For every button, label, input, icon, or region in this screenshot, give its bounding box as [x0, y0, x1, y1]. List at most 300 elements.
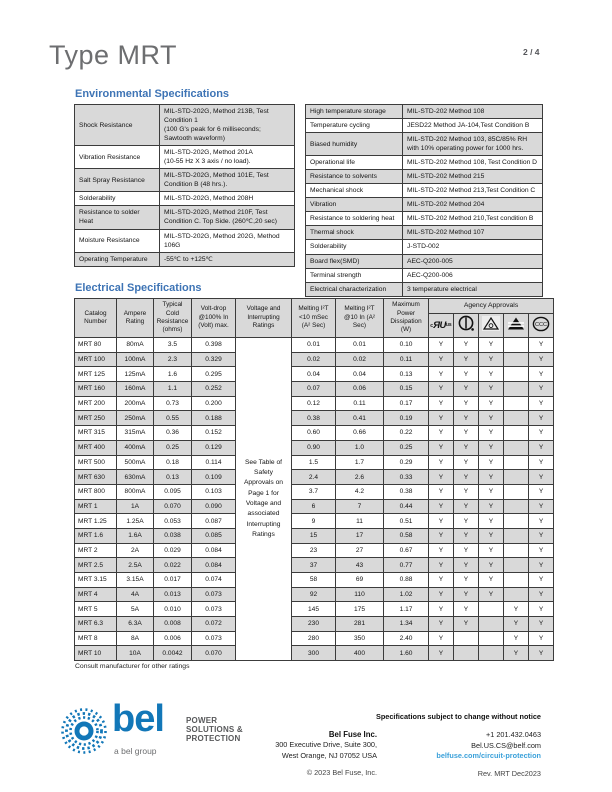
- spec-value: MIL-STD-202 Method 108: [403, 105, 543, 119]
- catalog-number-cell: MRT 5: [75, 602, 117, 617]
- melting-i2t-10ms-cell: 37: [292, 558, 336, 573]
- spec-label: Operating Temperature: [75, 252, 160, 266]
- approval-cell: Y: [479, 382, 504, 397]
- spec-value: MIL-STD-202G, Method 208H: [160, 192, 295, 206]
- volt-drop-cell: 0.152: [192, 426, 236, 441]
- catalog-number-cell: MRT 100: [75, 352, 117, 367]
- melting-i2t-10ms-cell: 23: [292, 543, 336, 558]
- striped-triangle-icon: [504, 314, 529, 338]
- table-row: [75, 558, 554, 573]
- approval-cell: Y: [429, 587, 454, 602]
- table-row: [75, 514, 554, 529]
- email-link[interactable]: Bel.US.CS@belf.com: [471, 740, 541, 750]
- svg-text:CCC: CCC: [534, 321, 548, 328]
- approval-cell: Y: [529, 514, 554, 529]
- melting-i2t-10ms-cell: 0.07: [292, 382, 336, 397]
- melting-i2t-10in-cell: 7: [336, 499, 384, 514]
- spec-label: Board flex(SMD): [306, 254, 403, 268]
- approval-cell: [504, 382, 529, 397]
- max-power-cell: 0.29: [384, 455, 429, 470]
- table-row: [75, 631, 554, 646]
- approval-cell: Y: [454, 338, 479, 353]
- spec-label: Biased humidity: [306, 133, 403, 156]
- approval-cell: Y: [454, 602, 479, 617]
- spec-value: MIL-STD-202 Method 107: [403, 226, 543, 240]
- cold-resistance-cell: 0.55: [154, 411, 192, 426]
- approval-cell: Y: [479, 338, 504, 353]
- approval-cell: Y: [529, 426, 554, 441]
- spec-row: [306, 184, 543, 198]
- ampere-rating-cell: 6.3A: [117, 617, 154, 632]
- volt-drop-cell: 0.103: [192, 484, 236, 499]
- spec-label: Operational life: [306, 156, 403, 170]
- approval-cell: Y: [429, 338, 454, 353]
- cold-resistance-cell: 0.013: [154, 587, 192, 602]
- melting-i2t-10in-cell: 4.2: [336, 484, 384, 499]
- approval-cell: Y: [529, 455, 554, 470]
- approval-cell: [454, 631, 479, 646]
- approval-cell: Y: [454, 617, 479, 632]
- spec-label: Solderability: [75, 192, 160, 206]
- table-row: [75, 396, 554, 411]
- cold-resistance-cell: 0.029: [154, 543, 192, 558]
- approval-cell: [454, 646, 479, 661]
- agency-approvals-header: Agency Approvals: [429, 299, 554, 314]
- melting-i2t-10ms-cell: 6: [292, 499, 336, 514]
- spec-value: MIL-STD-202 Method 103, 85C/85% RH with 10% operating power for 1000 hrs.: [403, 133, 543, 156]
- catalog-number-cell: MRT 2.5: [75, 558, 117, 573]
- max-power-cell: 0.10: [384, 338, 429, 353]
- catalog-number-cell: MRT 8: [75, 631, 117, 646]
- spec-row: [75, 229, 295, 252]
- volt-drop-cell: 0.073: [192, 587, 236, 602]
- table-row: [75, 528, 554, 543]
- ampere-rating-cell: 80mA: [117, 338, 154, 353]
- max-power-cell: 0.33: [384, 470, 429, 485]
- approval-cell: Y: [454, 411, 479, 426]
- approval-cell: [504, 587, 529, 602]
- approval-cell: Y: [429, 631, 454, 646]
- environmental-table-left: [74, 104, 295, 267]
- spec-value: -55℃ to +125℃: [160, 252, 295, 266]
- spec-row: [306, 226, 543, 240]
- spec-row: [306, 119, 543, 133]
- approval-cell: Y: [454, 382, 479, 397]
- column-header: Voltage and Interrupting Ratings: [236, 299, 292, 338]
- volt-drop-cell: 0.398: [192, 338, 236, 353]
- max-power-cell: 1.60: [384, 646, 429, 661]
- spec-value: AEC-Q200-005: [403, 254, 543, 268]
- approval-cell: Y: [454, 499, 479, 514]
- spec-row: [306, 156, 543, 170]
- electrical-table: [74, 298, 554, 661]
- approval-cell: [504, 411, 529, 426]
- melting-i2t-10ms-cell: 145: [292, 602, 336, 617]
- ampere-rating-cell: 1A: [117, 499, 154, 514]
- catalog-number-cell: MRT 1.6: [75, 528, 117, 543]
- volt-drop-cell: 0.295: [192, 367, 236, 382]
- approval-cell: Y: [454, 514, 479, 529]
- ampere-rating-cell: 1.25A: [117, 514, 154, 529]
- spec-label: High temperature storage: [306, 105, 403, 119]
- approval-cell: [504, 338, 529, 353]
- ampere-rating-cell: 3.15A: [117, 573, 154, 588]
- approval-cell: Y: [504, 602, 529, 617]
- ampere-rating-cell: 5A: [117, 602, 154, 617]
- pse-triangle-icon: [479, 314, 504, 338]
- max-power-cell: 0.38: [384, 484, 429, 499]
- approval-cell: Y: [454, 543, 479, 558]
- spec-row: [306, 105, 543, 119]
- approval-cell: Y: [479, 455, 504, 470]
- approval-cell: Y: [479, 440, 504, 455]
- spec-value: MIL-STD-202G, Method 201A (10-55 Hz X 3 axis / no load).: [160, 146, 295, 169]
- revision-label: Rev. MRT Dec2023: [477, 768, 541, 778]
- approval-cell: Y: [429, 617, 454, 632]
- catalog-number-cell: MRT 315: [75, 426, 117, 441]
- approval-cell: [504, 440, 529, 455]
- spec-row: [306, 240, 543, 254]
- table-row: [75, 382, 554, 397]
- approval-cell: Y: [479, 543, 504, 558]
- spec-value: MIL-STD-202 Method 210,Test condition B: [403, 212, 543, 226]
- ampere-rating-cell: 8A: [117, 631, 154, 646]
- spec-change-notice: Specifications subject to change without notice: [375, 712, 541, 721]
- spec-value: MIL-STD-202 Method 108, Test Condition D: [403, 156, 543, 170]
- approval-cell: Y: [529, 440, 554, 455]
- spec-label: Electrical characterization: [306, 282, 403, 296]
- volt-drop-cell: 0.084: [192, 543, 236, 558]
- table-row: [75, 470, 554, 485]
- approval-cell: Y: [429, 367, 454, 382]
- melting-i2t-10in-cell: 175: [336, 602, 384, 617]
- table-row: [75, 646, 554, 661]
- table-row: [75, 499, 554, 514]
- spec-label: Moisture Resistance: [75, 229, 160, 252]
- approval-cell: Y: [454, 558, 479, 573]
- csa-icon: [454, 314, 479, 338]
- spec-row: [75, 252, 295, 266]
- catalog-number-cell: MRT 6.3: [75, 617, 117, 632]
- approval-cell: Y: [529, 499, 554, 514]
- melting-i2t-10ms-cell: 300: [292, 646, 336, 661]
- cold-resistance-cell: 0.017: [154, 573, 192, 588]
- ampere-rating-cell: 400mA: [117, 440, 154, 455]
- approval-cell: Y: [529, 587, 554, 602]
- catalog-number-cell: MRT 125: [75, 367, 117, 382]
- approval-cell: Y: [479, 499, 504, 514]
- approval-cell: Y: [529, 617, 554, 632]
- spec-row: [306, 198, 543, 212]
- cold-resistance-cell: 0.022: [154, 558, 192, 573]
- phone-number: +1 201.432.0463: [486, 730, 541, 739]
- approval-cell: Y: [479, 367, 504, 382]
- approval-cell: Y: [529, 352, 554, 367]
- page-title: Type MRT: [49, 40, 178, 70]
- interrupting-ratings-note: See Table of Safety Approvals on Page 1 for Voltage and associated Interrupting Ratings: [236, 338, 292, 661]
- spec-label: Solderability: [306, 240, 403, 254]
- spec-value: MIL-STD-202G, Method 101E, Test Condition B (48 hrs.).: [160, 169, 295, 192]
- max-power-cell: 1.34: [384, 617, 429, 632]
- cold-resistance-cell: 0.25: [154, 440, 192, 455]
- volt-drop-cell: 0.073: [192, 602, 236, 617]
- approval-cell: Y: [454, 470, 479, 485]
- cold-resistance-cell: 0.008: [154, 617, 192, 632]
- spec-value: J-STD-002: [403, 240, 543, 254]
- column-header: Typical Cold Resistance (ohms): [154, 299, 192, 338]
- melting-i2t-10ms-cell: 3.7: [292, 484, 336, 499]
- volt-drop-cell: 0.200: [192, 396, 236, 411]
- melting-i2t-10in-cell: 400: [336, 646, 384, 661]
- ampere-rating-cell: 2A: [117, 543, 154, 558]
- max-power-cell: 2.40: [384, 631, 429, 646]
- company-name: Bel Fuse Inc.: [328, 730, 377, 739]
- catalog-number-cell: MRT 2: [75, 543, 117, 558]
- max-power-cell: 0.15: [384, 382, 429, 397]
- catalog-number-cell: MRT 500: [75, 455, 117, 470]
- table-row: [75, 352, 554, 367]
- volt-drop-cell: 0.072: [192, 617, 236, 632]
- volt-drop-cell: 0.252: [192, 382, 236, 397]
- max-power-cell: 0.67: [384, 543, 429, 558]
- approval-cell: [504, 352, 529, 367]
- cold-resistance-cell: 0.010: [154, 602, 192, 617]
- melting-i2t-10in-cell: 43: [336, 558, 384, 573]
- spec-value: MIL-STD-202G, Method 202G, Method 106G: [160, 229, 295, 252]
- max-power-cell: 0.19: [384, 411, 429, 426]
- melting-i2t-10ms-cell: 0.38: [292, 411, 336, 426]
- ampere-rating-cell: 800mA: [117, 484, 154, 499]
- melting-i2t-10in-cell: 0.04: [336, 367, 384, 382]
- max-power-cell: 1.17: [384, 602, 429, 617]
- volt-drop-cell: 0.074: [192, 573, 236, 588]
- catalog-number-cell: MRT 80: [75, 338, 117, 353]
- ampere-rating-cell: 500mA: [117, 455, 154, 470]
- approval-cell: [504, 396, 529, 411]
- approval-cell: Y: [454, 484, 479, 499]
- ccc-icon: [529, 314, 554, 338]
- approval-cell: Y: [454, 528, 479, 543]
- environmental-heading: Environmental Specifications: [75, 88, 230, 100]
- approval-cell: Y: [504, 631, 529, 646]
- melting-i2t-10ms-cell: 0.01: [292, 338, 336, 353]
- bel-logo-tagline: [186, 716, 243, 744]
- approval-cell: Y: [479, 426, 504, 441]
- melting-i2t-10ms-cell: 58: [292, 573, 336, 588]
- approval-cell: Y: [454, 426, 479, 441]
- volt-drop-cell: 0.084: [192, 558, 236, 573]
- approval-cell: [504, 367, 529, 382]
- ampere-rating-cell: 10A: [117, 646, 154, 661]
- approval-cell: Y: [529, 470, 554, 485]
- electrical-heading: Electrical Specifications: [75, 282, 202, 294]
- spec-label: Terminal strength: [306, 268, 403, 282]
- melting-i2t-10in-cell: 0.01: [336, 338, 384, 353]
- melting-i2t-10ms-cell: 0.90: [292, 440, 336, 455]
- approval-cell: Y: [479, 573, 504, 588]
- spec-label: Vibration Resistance: [75, 146, 160, 169]
- melting-i2t-10ms-cell: 9: [292, 514, 336, 529]
- melting-i2t-10in-cell: 27: [336, 543, 384, 558]
- catalog-number-cell: MRT 630: [75, 470, 117, 485]
- max-power-cell: 1.02: [384, 587, 429, 602]
- catalog-number-cell: MRT 160: [75, 382, 117, 397]
- catalog-number-cell: MRT 800: [75, 484, 117, 499]
- melting-i2t-10ms-cell: 0.60: [292, 426, 336, 441]
- spec-value: MIL-STD-202 Method 215: [403, 170, 543, 184]
- volt-drop-cell: 0.087: [192, 514, 236, 529]
- volt-drop-cell: 0.129: [192, 440, 236, 455]
- approval-cell: Y: [504, 646, 529, 661]
- ampere-rating-cell: 250mA: [117, 411, 154, 426]
- spec-row: [306, 254, 543, 268]
- table-row: [75, 411, 554, 426]
- table-row: [75, 602, 554, 617]
- table-row: [75, 367, 554, 382]
- spec-value: 3 temperature electrical: [403, 282, 543, 296]
- spec-value: MIL-STD-202G, Method 213B, Test Condition 1 (100 G's peak for 6 milliseconds; Sawtooth waveform): [160, 105, 295, 146]
- volt-drop-cell: 0.073: [192, 631, 236, 646]
- ampere-rating-cell: 100mA: [117, 352, 154, 367]
- approval-cell: Y: [454, 455, 479, 470]
- address-line: 300 Executive Drive, Suite 300,: [275, 740, 377, 750]
- spec-label: Temperature cycling: [306, 119, 403, 133]
- ampere-rating-cell: 315mA: [117, 426, 154, 441]
- max-power-cell: 0.58: [384, 528, 429, 543]
- approval-cell: Y: [529, 484, 554, 499]
- cold-resistance-cell: 0.095: [154, 484, 192, 499]
- approval-cell: Y: [454, 352, 479, 367]
- table-row: [75, 543, 554, 558]
- approval-cell: [479, 631, 504, 646]
- approval-cell: Y: [529, 631, 554, 646]
- table-row: [75, 573, 554, 588]
- max-power-cell: 0.11: [384, 352, 429, 367]
- footer-address-block: [275, 729, 377, 779]
- bel-group-label: a bel group: [114, 746, 157, 756]
- cold-resistance-cell: 0.18: [154, 455, 192, 470]
- ampere-rating-cell: 160mA: [117, 382, 154, 397]
- cold-resistance-cell: 3.5: [154, 338, 192, 353]
- column-header: Volt-drop @100% In (Volt) max.: [192, 299, 236, 338]
- ampere-rating-cell: 200mA: [117, 396, 154, 411]
- column-header: Melting I²T @10 In (A² Sec): [336, 299, 384, 338]
- cold-resistance-cell: 1.6: [154, 367, 192, 382]
- approval-cell: Y: [479, 484, 504, 499]
- catalog-number-cell: MRT 1: [75, 499, 117, 514]
- approval-cell: [504, 528, 529, 543]
- approval-cell: Y: [429, 396, 454, 411]
- spec-row: [75, 105, 295, 146]
- approval-cell: Y: [429, 455, 454, 470]
- melting-i2t-10ms-cell: 280: [292, 631, 336, 646]
- approval-cell: Y: [454, 396, 479, 411]
- melting-i2t-10in-cell: 350: [336, 631, 384, 646]
- melting-i2t-10ms-cell: 1.5: [292, 455, 336, 470]
- environmental-table-right: [305, 104, 543, 297]
- melting-i2t-10in-cell: 0.02: [336, 352, 384, 367]
- approval-cell: Y: [529, 558, 554, 573]
- address-line: West Orange, NJ 07052 USA: [281, 750, 377, 760]
- approval-cell: Y: [479, 514, 504, 529]
- melting-i2t-10in-cell: 0.41: [336, 411, 384, 426]
- table-row: [75, 338, 554, 353]
- spec-label: Thermal shock: [306, 226, 403, 240]
- approval-cell: Y: [529, 382, 554, 397]
- approval-cell: [479, 617, 504, 632]
- ul-recognized-icon: c ЯU us: [429, 314, 454, 338]
- column-header: Catalog Number: [75, 299, 117, 338]
- copyright: © 2023 Bel Fuse, Inc.: [306, 768, 377, 778]
- catalog-number-cell: MRT 200: [75, 396, 117, 411]
- melting-i2t-10ms-cell: 92: [292, 587, 336, 602]
- spec-row: [75, 146, 295, 169]
- catalog-number-cell: MRT 250: [75, 411, 117, 426]
- cold-resistance-cell: 0.038: [154, 528, 192, 543]
- ampere-rating-cell: 1.6A: [117, 528, 154, 543]
- spec-label: Resistance to soldering heat: [306, 212, 403, 226]
- cold-resistance-cell: 0.13: [154, 470, 192, 485]
- spec-value: JESD22 Method JA-104,Test Condition B: [403, 119, 543, 133]
- melting-i2t-10in-cell: 69: [336, 573, 384, 588]
- spec-value: MIL-STD-202G, Method 210F, Test Condition C. Top Side. (260℃,20 sec): [160, 206, 295, 229]
- approval-cell: Y: [429, 382, 454, 397]
- approval-cell: Y: [529, 543, 554, 558]
- environmental-specifications-section: [74, 88, 553, 297]
- approval-cell: Y: [429, 470, 454, 485]
- melting-i2t-10ms-cell: 2.4: [292, 470, 336, 485]
- page-number: 2 / 4: [523, 47, 540, 57]
- approval-cell: Y: [429, 484, 454, 499]
- approval-cell: Y: [479, 470, 504, 485]
- tagline-line: SOLUTIONS &: [186, 725, 243, 735]
- catalog-number-cell: MRT 10: [75, 646, 117, 661]
- catalog-number-cell: MRT 400: [75, 440, 117, 455]
- footnote: Consult manufacturer for other ratings: [75, 663, 190, 671]
- volt-drop-cell: 0.109: [192, 470, 236, 485]
- approval-cell: [504, 543, 529, 558]
- approval-cell: Y: [429, 602, 454, 617]
- electrical-specifications-section: [74, 282, 553, 670]
- spec-label: Mechanical shock: [306, 184, 403, 198]
- tagline-line: POWER: [186, 716, 218, 725]
- spec-row: [306, 133, 543, 156]
- spec-row: [75, 192, 295, 206]
- approval-cell: [479, 602, 504, 617]
- approval-cell: Y: [479, 558, 504, 573]
- catalog-number-cell: MRT 1.25: [75, 514, 117, 529]
- approval-cell: Y: [529, 573, 554, 588]
- column-header: Maximum Power Dissipation (W): [384, 299, 429, 338]
- table-row: [75, 426, 554, 441]
- approval-cell: [504, 484, 529, 499]
- spec-value: MIL-STD-202 Method 213,Test Condition C: [403, 184, 543, 198]
- max-power-cell: 0.77: [384, 558, 429, 573]
- cold-resistance-cell: 0.0042: [154, 646, 192, 661]
- approval-cell: Y: [529, 602, 554, 617]
- max-power-cell: 0.22: [384, 426, 429, 441]
- approval-cell: [504, 470, 529, 485]
- approval-cell: Y: [429, 558, 454, 573]
- approval-cell: [504, 426, 529, 441]
- website-link[interactable]: belfuse.com/circuit-protection: [436, 751, 541, 761]
- cold-resistance-cell: 0.006: [154, 631, 192, 646]
- table-row: [75, 484, 554, 499]
- spec-row: [306, 212, 543, 226]
- approval-cell: Y: [429, 646, 454, 661]
- ampere-rating-cell: 2.5A: [117, 558, 154, 573]
- volt-drop-cell: 0.188: [192, 411, 236, 426]
